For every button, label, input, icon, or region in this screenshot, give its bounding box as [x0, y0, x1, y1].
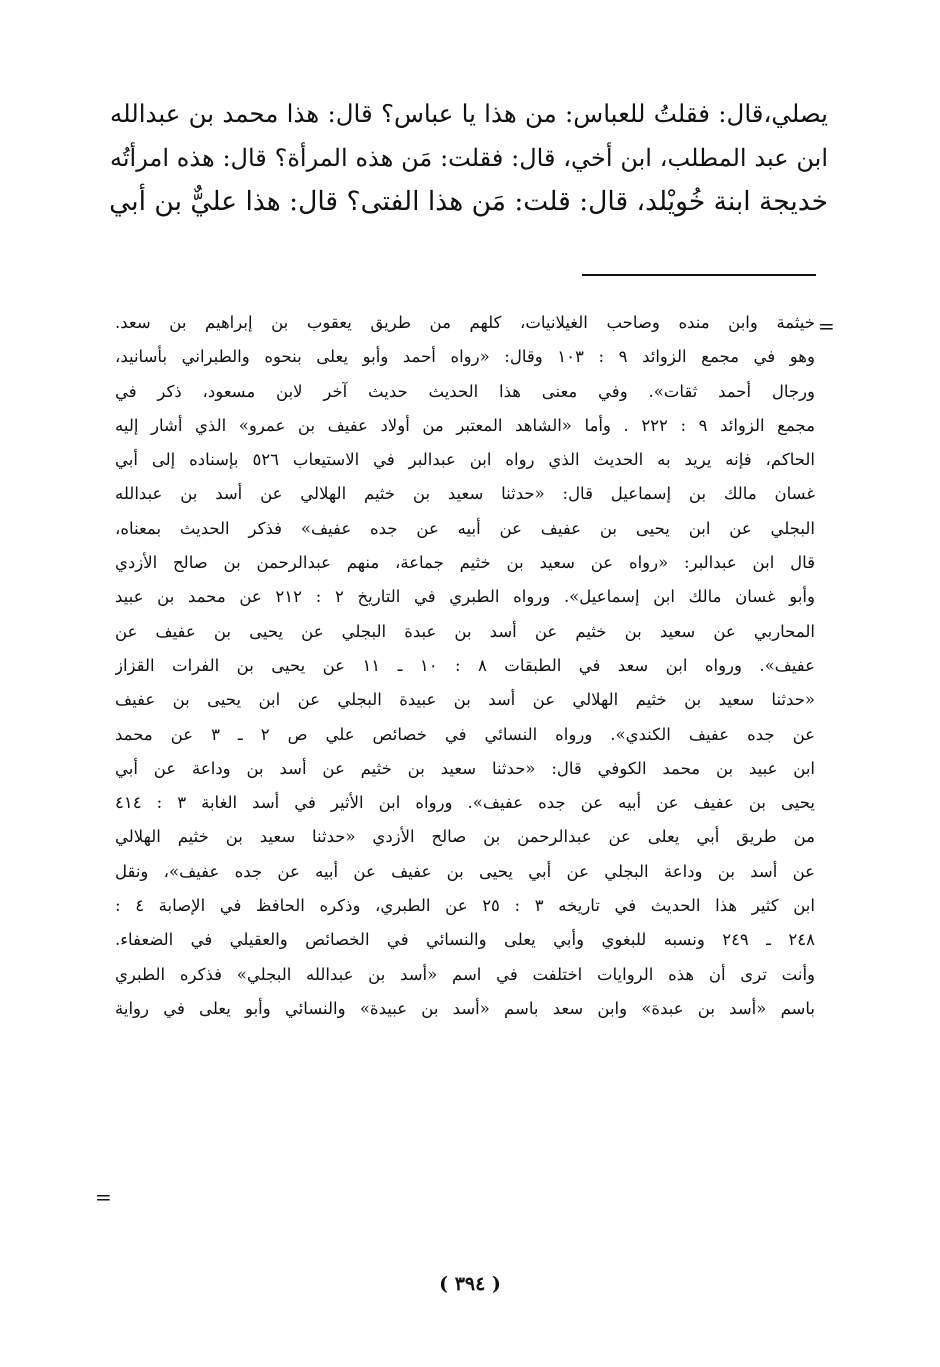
footnote-line: قال ابن عبدالبر: «رواه عن سعيد بن خثيم جماعة، منهم عبدالرحمن بن صالح الأزدي — [115, 553, 815, 573]
footnote-line: عن أسد بن وداعة البجلي عن أبي يحيى بن عفيف عن أبيه عن جده عفيف»، ونقل — [115, 861, 815, 881]
main-text-line: خديجة ابنة خُويْلد، قال: قلت: مَن هذا الفتى؟ قال: هذا عليٌّ بن أبي — [109, 186, 828, 217]
continuation-mark-bottom: = — [95, 1185, 112, 1209]
footnote-line: ٢٤٨ ـ ٢٤٩ ونسبه للبغوي وأبي يعلى والنسائي في الخصائص والعقيلي في الضعفاء. — [115, 930, 815, 950]
footnote-line: وأنت ترى أن هذه الروايات اختلفت في اسم «أسد بن عبدالله البجلي» فذكره الطبري — [115, 964, 815, 984]
footnote-line: «حدثنا سعيد بن خثيم الهلالي عن أسد بن عبيدة البجلي عن ابن يحيى بن عفيف — [115, 690, 815, 710]
footnote-line: المحاربي عن سعيد بن خثيم عن أسد بن عبدة البجلي عن يحيى بن عفيف عن — [115, 621, 815, 641]
main-text-block — [110, 92, 828, 224]
continuation-mark-top: = — [818, 314, 835, 338]
footnote-line: وهو في مجمع الزوائد ٩ : ١٠٣ وقال: «رواه أحمد وأبو يعلى بنحوه والطبراني بأسانيد، — [115, 347, 815, 367]
footnote-line: ابن كثير هذا الحديث في تاريخه ٣ : ٢٥ عن الطبري، وذكره الحافظ في الإصابة ٤ : — [115, 896, 815, 916]
main-text-line: ابن عبد المطلب، ابن أخي، قال: فقلت: مَن هذه المرأة؟ قال: هذه امرأتُه — [110, 144, 828, 172]
footnote-line: عن جده عفيف الكندي». ورواه النسائي في خصائص علي ص ٢ ـ ٣ عن محمد — [115, 724, 815, 744]
footnote-line: مجمع الزوائد ٩ : ٢٢٢ . وأما «الشاهد المعتبر من أولاد عفيف بن عمرو» الذي أشار إليه — [115, 415, 815, 435]
footnote-line: وأبو غسان مالك ابن إسماعيل». ورواه الطبري في التاريخ ٢ : ٢١٢ عن محمد بن عبيد — [115, 587, 815, 607]
footnote-line: البجلي عن ابن يحيى بن عفيف عن أبيه عن جده عفيف» فذكر الحديث بمعناه، — [115, 518, 815, 538]
footnote-line: من طريق أبي يعلى عن عبدالرحمن بن صالح الأزدي «حدثنا سعيد بن خثيم الهلالي — [115, 827, 815, 847]
footnote-line: خيثمة وابن منده وصاحب الغيلانيات، كلهم من طريق يعقوب بن إبراهيم بن سعد. — [115, 313, 815, 332]
footnote-line: يحيى بن عفيف عن أبيه عن جده عفيف». ورواه ابن الأثير في أسد الغابة ٣ : ٤١٤ — [115, 793, 815, 813]
footnote-line: باسم «أسد بن عبدة» وابن سعد باسم «أسد بن عبيدة» والنسائي وأبو يعلى في رواية — [115, 998, 815, 1018]
main-text-line: يصلي،قال: فقلتُ للعباس: من هذا يا عباس؟ قال: هذا محمد بن عبدالله — [110, 99, 828, 128]
page-number: ( ٣٩٤ ) — [439, 1273, 501, 1295]
footnote-line: عفيف». ورواه ابن سعد في الطبقات ٨ : ١٠ ـ ١١ عن يحيى بن الفرات القزاز — [115, 655, 815, 675]
footnote-line: الحاكم، فإنه يريد به الحديث الذي رواه ابن عبدالبر في الاستيعاب ٥٢٦ بإسناده إلى أبي — [115, 450, 815, 470]
footnote-line: ورجال أحمد ثقات». وفي معنى هذا الحديث حديث آخر لابن مسعود، ذكر في — [115, 381, 815, 401]
footnote-line: ابن عبيد بن محمد الكوفي قال: «حدثنا سعيد بن خثيم عن أسد بن وداعة عن أبي — [115, 758, 815, 778]
footnote-line: غسان مالك بن إسماعيل قال: «حدثنا سعيد بن خثيم الهلالي عن أسد بن عبدالله — [115, 484, 815, 504]
footnote-block — [115, 306, 815, 1026]
footnote-separator — [582, 274, 816, 276]
